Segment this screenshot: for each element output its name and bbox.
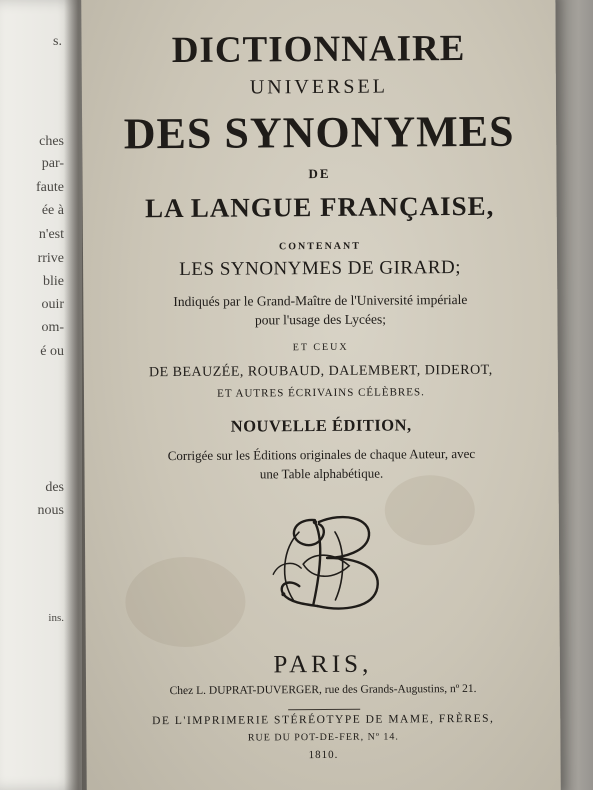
subtitle-girard: LES SYNONYMES DE GIRARD;: [179, 257, 462, 280]
left-page-fragment: nous: [37, 503, 64, 518]
title-de: DE: [308, 165, 331, 182]
imprint-year: 1810.: [308, 748, 339, 762]
left-page-fragment: des: [45, 480, 64, 495]
left-page-fragment: ouir: [41, 297, 64, 312]
title-des-synonymes: DES SYNONYMES: [123, 106, 515, 159]
foxing-stain: [125, 557, 246, 648]
left-page-fragment: s.: [53, 34, 62, 49]
title-page: [81, 0, 561, 790]
authors-ecrivains: ET AUTRES ÉCRIVAINS CÉLÈBRES.: [217, 386, 425, 400]
subtitle-indiques: Indiqués par le Grand-Maître de l'Université impériale: [173, 291, 468, 310]
left-page-fragment: ins.: [48, 612, 64, 624]
background-edge: [556, 0, 593, 790]
left-page-fragment: rrive: [37, 251, 64, 266]
monogram-ornament: [253, 507, 404, 618]
subtitle-et-ceux: ET CEUX: [292, 341, 349, 354]
left-page-fragment: faute: [36, 180, 64, 195]
imprint-address: RUE DU POT-DE-FER, Nº 14.: [247, 731, 399, 744]
edition-heading: NOUVELLE ÉDITION,: [230, 415, 412, 436]
left-page-fragment: n'est: [38, 227, 64, 242]
edition-table-note: une Table alphabétique.: [259, 465, 384, 482]
imprint-city: PARIS,: [273, 650, 373, 679]
title-dictionnaire: DICTIONNAIRE: [171, 27, 466, 72]
subtitle-lycees: pour l'usage des Lycées;: [254, 311, 387, 328]
imprint-printer: DE L'IMPRIMERIE STÉRÉOTYPE DE MAME, FRÈRES,: [152, 712, 495, 728]
edition-note: Corrigée sur les Éditions originales de chaque Auteur, avec: [167, 445, 476, 464]
title-universel: UNIVERSEL: [249, 75, 388, 99]
left-page-fragment: ée à: [41, 203, 64, 218]
left-page-fragment: é ou: [40, 344, 64, 359]
subtitle-contenant: CONTENANT: [278, 240, 361, 253]
title-langue-francaise: LA LANGUE FRANÇAISE,: [144, 190, 495, 224]
left-page-fragment: par-: [41, 156, 64, 171]
left-page-fragment: ches: [39, 134, 64, 149]
left-page-fragment: om-: [41, 320, 64, 335]
authors-line: DE BEAUZÉE, ROUBAUD, DALEMBERT, DIDEROT,: [148, 362, 493, 381]
left-page-fragment: blie: [43, 274, 64, 289]
imprint-rule: [288, 709, 360, 711]
imprint-publisher: Chez L. DUPRAT-DUVERGER, rue des Grands-Augustins, nº 21.: [169, 682, 477, 698]
